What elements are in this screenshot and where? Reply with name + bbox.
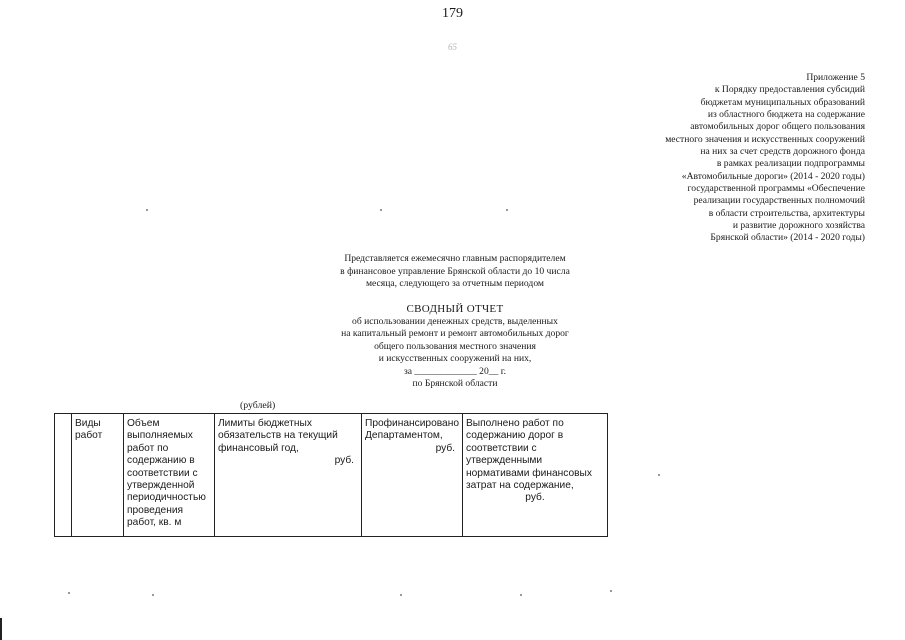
table-header-cell: [362, 414, 463, 537]
report-line: об использовании денежных средств, выделенных: [352, 316, 558, 327]
table-header-row: [55, 414, 608, 537]
scan-dot: [506, 209, 508, 211]
units-label: (рублей): [240, 400, 276, 411]
faint-page-number: 65: [448, 42, 457, 52]
report-table: [54, 413, 608, 537]
appendix-line: бюджетам муниципальных образований: [700, 96, 865, 108]
table-header-cell: [55, 414, 72, 537]
appendix-line: Брянской области» (2014 - 2020 годы): [710, 232, 865, 244]
header-text: Профинансировано Департаментом,: [365, 418, 460, 442]
report-line: и искусственных сооружений на них,: [378, 353, 532, 365]
scan-dot: [400, 594, 402, 596]
header-unit: руб.: [525, 492, 545, 504]
scan-dot: [658, 474, 660, 476]
header-text: Лимиты бюджетных обязательств на текущий финансовый год,: [218, 418, 338, 454]
appendix-block: [575, 72, 865, 245]
appendix-line: из областного бюджета на содержание: [707, 109, 865, 121]
appendix-line: «Автомобильные дороги» (2014 - 2020 годы): [681, 170, 865, 182]
appendix-line: и развитие дорожного хозяйства: [732, 220, 865, 232]
report-line: на капитальный ремонт и ремонт автомобильных дорог: [341, 328, 569, 340]
submission-line: Представляется ежемесячно главным распорядителем: [344, 253, 566, 264]
appendix-line: на них за счет средств дорожного фонда: [700, 146, 865, 158]
appendix-line: Приложение 5: [806, 72, 865, 83]
appendix-line: автомобильных дорог общего пользования: [690, 121, 865, 133]
submission-note: [310, 253, 600, 291]
scan-dot: [610, 590, 612, 592]
table-header-cell: [124, 414, 215, 537]
header-unit: руб.: [435, 442, 456, 454]
appendix-line: к Порядку предоставления субсидий: [714, 84, 865, 96]
header-text: Объем выполняемых работ по содержанию в соответствии с утвержденной периодичностью проведения работ, кв. м: [127, 418, 206, 529]
scan-dot: [152, 594, 154, 596]
table-header-cell: [72, 414, 124, 537]
scan-dot: [380, 209, 382, 211]
appendix-line: в области строительства, архитектуры: [708, 207, 865, 219]
report-title: СВОДНЫЙ ОТЧЕТ: [406, 303, 504, 315]
scan-edge-mark: [0, 618, 2, 640]
header-text: Виды работ: [75, 418, 103, 442]
appendix-line: государственной программы «Обеспечение: [687, 183, 865, 195]
appendix-line: местного значения и искусственных сооружений: [665, 133, 865, 145]
report-line: общего пользования местного значения: [374, 340, 536, 352]
appendix-line: в рамках реализации подпрограммы: [716, 158, 865, 170]
header-unit: руб.: [334, 455, 354, 467]
scan-dot: [68, 592, 70, 594]
report-line: по Брянской области: [412, 378, 498, 390]
page-number: 179: [442, 6, 463, 21]
report-heading: [300, 303, 610, 390]
scan-dot: [520, 594, 522, 596]
scan-dot: [146, 209, 148, 211]
report-period-line: за _____________ 20__ г.: [403, 365, 507, 377]
appendix-line: реализации государственных полномочий: [693, 195, 865, 207]
submission-line: месяца, следующего за отчетным периодом: [365, 278, 545, 289]
table-header-cell: [463, 414, 608, 537]
submission-line: в финансовое управление Брянской области до 10 числа: [340, 265, 570, 277]
header-text: Выполнено работ по содержанию дорог в соответствии с утвержденными нормативами финансовых затрат на содержание,: [466, 418, 592, 492]
table-header-cell: [215, 414, 362, 537]
